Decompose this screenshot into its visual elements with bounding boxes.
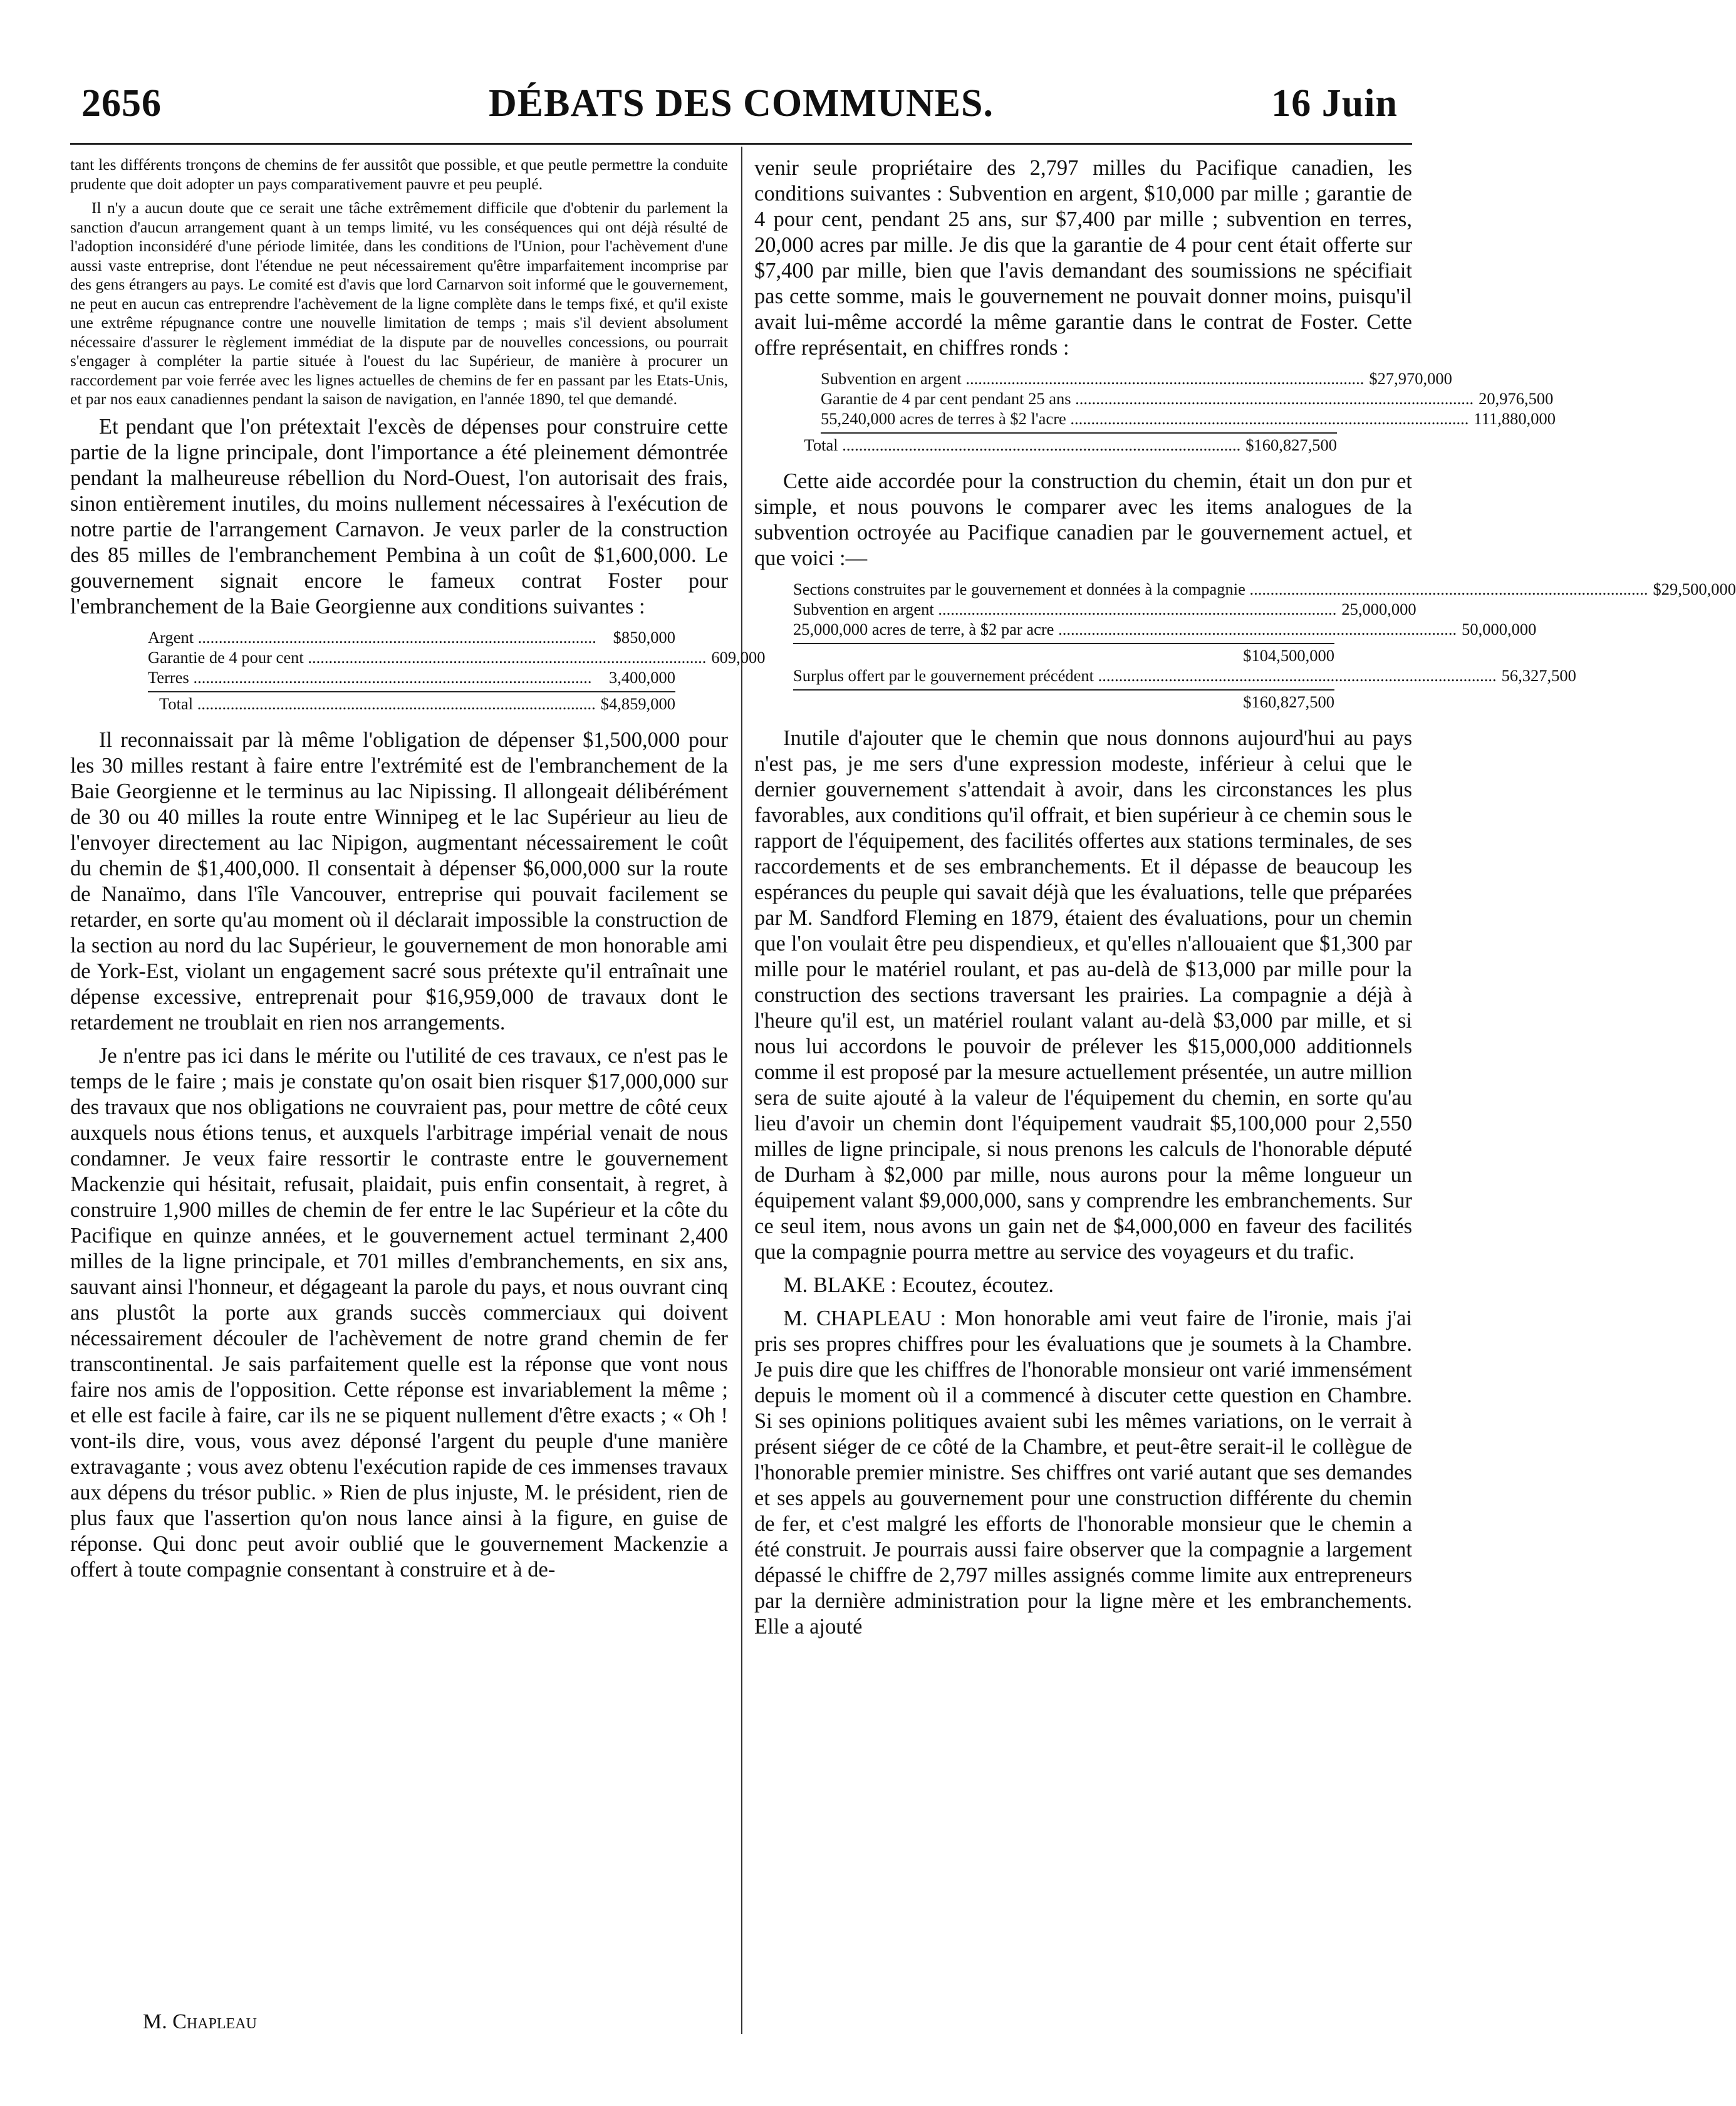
row-label: Surplus offert par le gouvernement précédent ..... [793,665,1497,685]
table-row [148,647,766,667]
paragraph: venir seule propriétaire des 2,797 milles du Pacifique canadien, les conditions suivantes : Subvention en argent, $10,000 par mille ; garantie de 4 pour cent, pendant 25 ans, sur $7,400 par mille ; subvention en terres, 20,000 acres par mille. Je dis que la garantie de 4 pour cent était offerte sur $7,400 par mille, bien que l'avis demandant des soumissions ne spécifiait pas cette somme, mais le gouvernement ne pouvait donner moins, puisqu'il avait lui-même accordé la même garantie dans le contrat de Foster. Cette offre représentait, en chiffres ronds : [754,156,1412,360]
table-row [821,368,1452,388]
quoted-paragraph: tant les différents tronçons de chemins de fer aussitôt que possible, et que peutle permettre la conduite prudente que doit adopter un pays comparativement pauvre et peu peuplé. [70,155,728,193]
table-row [148,667,675,687]
total-label: Total ..... [159,694,596,714]
left-column [70,155,766,1590]
quoted-paragraph: Il n'y a aucun doute que ce serait une tâche extrêmement difficile que d'obtenir du parlement la sanction d'aucun arrangement quant à un temps limité, vu les conséquences qui ont déjà résulté de l'adoption inconsidéré d'une période limitée, dans les conditions de l'Union, pour l'achèvement d'une aussi vaste entreprise, dont l'étendue ne peut nécessairement qu'être imparfaitement incomprise par des gens étrangers au pays. Le comité est d'avis que lord Carnarvon soit informé que le gouvernement, ne peut en aucun cas entreprendre l'achèvement de la ligne complète dans le temps fixé, et qu'il existe une extrême répugnance contre une nouvelle limitation de temps ; mais s'il devient absolument nécessaire d'assurer le règlement immédiat de la dispute par de nouvelles concessions, ou pourrait s'engager à compléter la partie située à l'ouest du lac Supérieur, de manière à procurer un raccordement par voie ferrée avec les lignes actuelles de chemins de fer en passant par les Etats-Unis, et par nos eaux canadiennes pendant la saison de navigation, en l'année 1890, tel que demandé. [70,199,728,408]
row-label: Subvention en argent ..... [793,599,1336,619]
speech-paragraph [754,1306,1412,1640]
current-subsidy-table [793,579,1736,712]
table-subtotal-row [793,643,1334,665]
table-row [793,579,1736,599]
row-amount: 609,000 [711,647,766,667]
table-total-row [793,689,1334,712]
right-column [754,155,1736,1647]
row-amount: $27,970,000 [1369,369,1452,388]
paragraph: Cette aide accordée pour la construction du chemin, était un don pur et simple, et nous pouvons le comparer avec les items analogues de la subvention octroyée au Pacifique canadien par le gouvernement actuel, et que voici :— [754,469,1412,570]
total-label: Total ..... [804,435,1241,455]
row-label: 55,240,000 acres de terres à $2 l'acre ..... [821,409,1468,429]
footer-speaker [143,2010,257,2034]
row-label: Garantie de 4 par cent pendant 25 ans ..... [821,388,1474,409]
total-amount: $160,827,500 [1245,435,1337,454]
table-row [821,409,1556,429]
row-label: 25,000,000 acres de terre, à $2 par acre ..... [793,619,1457,639]
paragraph: Je n'entre pas ici dans le mérite ou l'utilité de ces travaux, ce n'est pas le temps de le faire ; mais je constate qu'on osait bien risquer $17,000,000 sur des travaux que nos obligations ne couvraient pas, pour mettre de côté ceux auxquels nous étions tenus, et auxquels l'arbitrage impérial venait de nous condamner. Je veux faire ressortir le contraste entre le gouvernement Mackenzie qui hésitait, refusait, plaidait, puis enfin consentait, à regret, à construire 1,900 milles de chemin de fer entre le lac Supérieur et la côte du Pacifique en quinze années, et le gouvernement actuel terminant 2,400 milles de la ligne principale, et 701 milles d'embranchements, en six ans, sauvant ainsi l'honneur, et dégageant la parole du pays, et nous ouvrant cinq ans plustôt la porte aux grands succès commerciaux qui doivent nécessairement découler de l'achèvement de notre grand chemin de fer transcontinental. Je sais parfaitement quelle est la réponse que vont nous faire nos amis de l'opposition. Cette réponse est invariablement la même ; et elle est facile à faire, car ils ne se piquent nullement d'être exacts ; « Oh ! vont-ils dire, vous, vous avez déponsé l'argent du peuple d'une manière extravagante ; vous avez obtenu l'exécution rapide de ces immenses travaux aux dépens du trésor public. » Rien de plus injuste, M. le président, rien de plus faux que l'assertion qu'on nous lance ainsi à la figure, en guise de réponse. Qui donc peut avoir oublié que le gouvernement Mackenzie a offert à toute compagnie consentant à construire et à de- [70,1043,728,1582]
page-number: 2656 [81,82,162,125]
header-rule [70,143,1412,145]
foster-contract-table [148,627,766,714]
row-amount: $29,500,000 [1653,580,1736,598]
row-label: Terres ..... [148,667,604,687]
table-row [821,388,1554,409]
row-amount: 25,000,000 [1341,600,1416,618]
row-amount: 20,976,500 [1479,389,1554,408]
table-row [793,599,1416,619]
row-amount: 56,327,500 [1501,666,1576,685]
row-amount: 3,400,000 [609,667,675,687]
table-row [148,627,675,647]
table-row [793,619,1537,639]
total-amount: $160,827,500 [1243,692,1334,711]
column-divider [741,147,742,2034]
row-label: Argent ..... [148,627,608,647]
paragraph: Et pendant que l'on prétextait l'excès de dépenses pour construire cette partie de la ligne principale, dont l'importance a été pleinement démontrée pendant la malheureuse rébellion du Nord-Ouest, l'on autorisait des frais, sinon entièrement inutiles, du moins nullement nécessaires à l'exécution de notre partie de l'arrangement Carnavon. Je veux parler de la construction des 85 milles de l'embranchement Pembina à un coût de $1,600,000. Le gouvernement signait encore le fameux contrat Foster pour l'embranchement de la Baie Georgienne aux conditions suivantes : [70,414,728,618]
speech-text: Ecoutez, écoutez. [902,1273,1054,1297]
speech-text: Mon honorable ami veut faire de l'ironie, mais j'ai pris ses propres chiffres pour les évaluations que je soumets à la Chambre. Je puis dire que les chiffres de l'honorable monsieur ont varié immensément depuis le moment où il a commencé à discuter cette question en Chambre. Si ses opinions politiques avaient subi les mêmes variations, on le verrait à présent siéger de ce côté de la Chambre, et peut-être serait-il le collègue de l'honorable premier ministre. Ses chiffres ont varié autant que ses demandes et ses appels au gouvernement pour une construction différente du chemin de fer, et c'est malgré les efforts de l'honorable monsieur que le chemin a été construit. Je pourrais aussi faire observer que la compagnie a largement dépassé le chiffre de 2,797 milles assignés comme limite aux entrepreneurs par la dernière administration pour la ligne mère et les embranchements. Elle a ajouté [754,1306,1412,1639]
total-amount: $4,859,000 [600,694,675,713]
paragraph: Il reconnaissait par là même l'obligation de dépenser $1,500,000 pour les 30 milles restant à faire entre l'extrémité est de l'embranchement de la Baie Georgienne et le terminus au lac Nipissing. Il allongeait délibérément de 30 ou 40 milles la route entre Winnipeg et le lac Supérieur au lieu de l'envoyer directement au lac Nipigon, augmentant nécessairement le coût du chemin de $1,400,000. Il consentait à dépenser $6,000,000 sur la route de Nanaïmo, dans l'île Vancouver, entreprise qui pouvait facilement se retarder, en sorte qu'au moment où il déclarait impossible la construction de la section au nord du lac Supérieur, le gouvernement de mon honorable ami de York-Est, violant un engagement sacré sous prétexte qu'il entraînait une dépense excessive, entreprenait pour $16,959,000 de travaux dont le retardement ne troublait en rien nos arrangements. [70,727,728,1035]
row-label: Garantie de 4 pour cent ..... [148,647,706,667]
page-date: 16 Juin [1271,82,1398,125]
table-total-row [804,432,1337,455]
speech-paragraph [754,1273,1412,1298]
previous-offer-table [804,368,1556,455]
speaker-name: M. BLAKE : [783,1273,897,1297]
row-amount: $850,000 [613,627,675,647]
page-title: DÉBATS DES COMMUNES. [488,82,994,125]
table-total-row [148,691,675,714]
row-label: Sections construites par le gouvernement et données à la compagnie ..... [793,579,1648,599]
table-row [793,665,1576,685]
speaker-name: M. CHAPLEAU : [783,1306,947,1330]
subtotal-amount: $104,500,000 [1243,646,1334,665]
row-amount: 50,000,000 [1462,620,1537,639]
row-label: Subvention en argent ..... [821,368,1364,388]
footer-speaker-name: M. Chapleau [143,2010,257,2033]
row-amount: 111,880,000 [1474,409,1556,428]
paragraph: Inutile d'ajouter que le chemin que nous donnons aujourd'hui au pays n'est pas, je me sers d'une expression modeste, inférieur à celui que le dernier gouvernement s'attendait à avoir, dans les circonstances les plus favorables, aux conditions qu'il offrait, et bien supérieur à ce chemin sous le rapport de l'équipement, des facilités offertes aux stations terminales, de ses raccordements et de ses embranchements. Et il dépasse de beaucoup les espérances du peuple qui savait déjà que les évaluations, telle que préparées par M. Sandford Fleming en 1879, étaient des évaluations, pour un chemin que l'on voulait être peu dispendieux, et qu'elles n'allouaient que $1,300 par mille pour le matériel roulant, et pas au-delà de $13,000 par mille pour la construction des sections traversant les prairies. La compagnie a déjà à l'heure qu'il est, un matériel roulant valant au-delà $3,000 par mille, et si nous lui accordons le pouvoir de prélever les $15,000,000 additionnels comme il est proposé par la mesure actuellement présentée, un autre million sera de suite ajouté à la valeur de l'équipement du chemin, en sorte qu'au lieu d'avoir un chemin dont l'équipement vaudrait $5,100,000 pour 2,550 milles de ligne principale, si nous prenons les calculs de l'honorable député de Durham à $2,000 par mille, nous aurons pour la même longueur un équipement valant $9,000,000, sans y comprendre les embranchements. Sur ce seul item, nous avons un gain net de $4,000,000 en faveur des facilités que la compagnie pourra mettre au service des voyageurs et du trafic. [754,726,1412,1264]
